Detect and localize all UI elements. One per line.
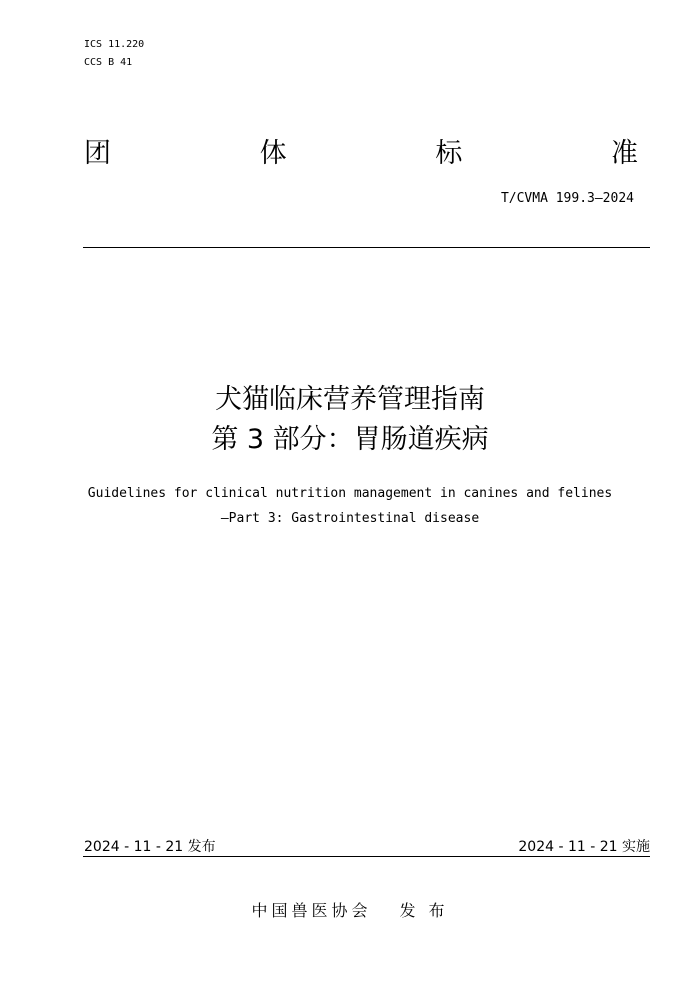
standard-type-heading [84, 136, 638, 172]
publisher [0, 900, 700, 922]
classification-codes [84, 36, 144, 72]
ccs-code: CCS B 41 [84, 57, 133, 68]
publish-date: 2024 - 11 - 21 发布 [84, 839, 216, 855]
top-divider [83, 247, 650, 248]
english-title-line2: —Part 3: Gastrointestinal disease [220, 511, 480, 526]
chinese-title-line2: 第 3 部分：胃肠道疾病 [211, 424, 489, 455]
english-title [0, 481, 700, 531]
ics-code: ICS 11.220 [84, 39, 145, 50]
publisher-action: 发 布 [399, 901, 449, 920]
heading-char: 体 [259, 138, 287, 169]
standard-number: T/CVMA 199.3—2024 [500, 191, 634, 206]
publisher-org: 中国兽医协会 [251, 901, 372, 920]
heading-char: 准 [610, 138, 638, 169]
bottom-divider [83, 856, 650, 857]
chinese-title [0, 380, 700, 460]
english-title-line1: Guidelines for clinical nutrition management in canines and felines [87, 486, 613, 501]
heading-char: 标 [435, 138, 463, 169]
implement-date: 2024 - 11 - 21 实施 [518, 839, 650, 855]
chinese-title-line1: 犬猫临床营养管理指南 [215, 384, 485, 415]
heading-char: 团 [84, 138, 111, 169]
